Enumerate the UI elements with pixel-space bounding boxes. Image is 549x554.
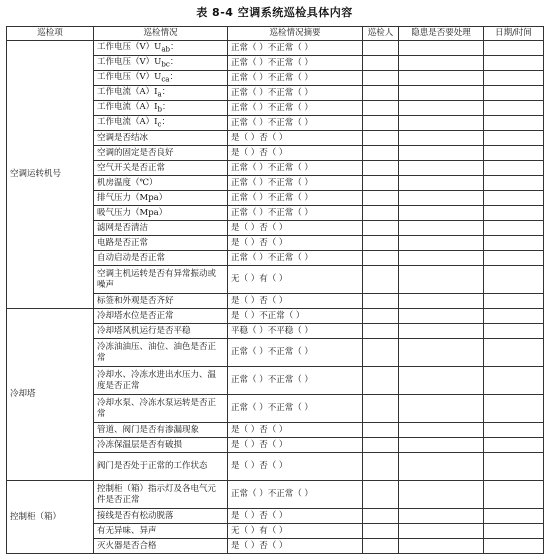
summary-cell[interactable]: 正常（ ）不正常（ ）: [228, 367, 363, 395]
inspector-cell[interactable]: [363, 395, 399, 423]
date-time-cell[interactable]: [484, 423, 544, 438]
inspection-item-cell: 工作电压$(V)U_{ab}$：: [94, 41, 228, 56]
date-time-cell[interactable]: [484, 524, 544, 539]
table-row: [7, 41, 544, 56]
inspector-cell[interactable]: [363, 423, 399, 438]
inspection-item-cell: 工作电压$(V)U_{ca}$：: [94, 71, 228, 86]
hazard-handling-cell[interactable]: [399, 324, 484, 339]
inspection-item-cell: 接线是否有松动脱落: [94, 509, 228, 524]
hazard-handling-cell[interactable]: [399, 395, 484, 423]
inspection-item-cell: 排气压力（Mpa）: [94, 191, 228, 206]
summary-cell[interactable]: 正常（ ）不正常（ ）: [228, 339, 363, 367]
inspection-table: [6, 26, 544, 554]
date-time-cell[interactable]: [484, 101, 544, 116]
header-hazard-handling: 隐患是否要处理: [399, 27, 484, 41]
hazard-handling-cell[interactable]: [399, 509, 484, 524]
table-row: [7, 481, 544, 509]
inspection-item-cell: 冷冻保温层是否有破损: [94, 438, 228, 453]
inspection-item-cell: 冷却水、冷冻水进出水压力、温度是否正常: [94, 367, 228, 395]
date-time-cell[interactable]: [484, 56, 544, 71]
hazard-handling-cell[interactable]: [399, 539, 484, 554]
inspector-cell[interactable]: [363, 539, 399, 554]
hazard-handling-cell[interactable]: [399, 367, 484, 395]
summary-cell[interactable]: 是（ ）否（ ）: [228, 453, 363, 481]
category-cell: 控制柜（箱）: [7, 481, 94, 554]
inspector-cell[interactable]: [363, 438, 399, 453]
inspector-cell[interactable]: [363, 191, 399, 206]
date-time-cell[interactable]: [484, 339, 544, 367]
summary-cell[interactable]: 正常（ ）不正常（ ）: [228, 71, 363, 86]
inspection-item-cell: 灭火器是否合格: [94, 539, 228, 554]
hazard-handling-cell[interactable]: [399, 101, 484, 116]
hazard-handling-cell[interactable]: [399, 71, 484, 86]
inspector-cell[interactable]: [363, 339, 399, 367]
inspection-item-cell: 管道、阀门是否有渗漏现象: [94, 423, 228, 438]
summary-cell[interactable]: 正常（ ）不正常（ ）: [228, 56, 363, 71]
date-time-cell[interactable]: [484, 324, 544, 339]
date-time-cell[interactable]: [484, 176, 544, 191]
hazard-handling-cell[interactable]: [399, 339, 484, 367]
inspector-cell[interactable]: [363, 324, 399, 339]
date-time-cell[interactable]: [484, 146, 544, 161]
category-cell: 冷却塔: [7, 309, 94, 481]
date-time-cell[interactable]: [484, 236, 544, 251]
hazard-handling-cell[interactable]: [399, 161, 484, 176]
date-time-cell[interactable]: [484, 251, 544, 266]
inspection-item-cell: 工作电流$(A)I_b$：: [94, 101, 228, 116]
inspector-cell[interactable]: [363, 266, 399, 294]
summary-cell[interactable]: 是（ ）否（ ）: [228, 438, 363, 453]
summary-cell[interactable]: 无（ ）有（ ）: [228, 524, 363, 539]
inspector-cell[interactable]: [363, 221, 399, 236]
hazard-handling-cell[interactable]: [399, 438, 484, 453]
date-time-cell[interactable]: [484, 41, 544, 56]
inspector-cell[interactable]: [363, 294, 399, 309]
category-cell: 空调运转机号: [7, 41, 94, 309]
inspector-cell[interactable]: [363, 56, 399, 71]
hazard-handling-cell[interactable]: [399, 176, 484, 191]
summary-cell[interactable]: 正常（ ）不正常（ ）: [228, 41, 363, 56]
summary-cell[interactable]: 是（ ）否（ ）: [228, 294, 363, 309]
inspector-cell[interactable]: [363, 236, 399, 251]
hazard-handling-cell[interactable]: [399, 266, 484, 294]
summary-cell[interactable]: 正常（ ）不正常（ ）: [228, 101, 363, 116]
table-body: [7, 41, 544, 554]
summary-cell[interactable]: 无（ ）有（ ）: [228, 266, 363, 294]
inspection-item-cell: 工作电流$(A)I_c$：: [94, 116, 228, 131]
header-date-time: 日期/时间: [484, 27, 544, 41]
inspection-item-cell: 冷却水泵、冷冻水泵运转是否正常: [94, 395, 228, 423]
inspection-item-cell: 空调是否结冰: [94, 131, 228, 146]
date-time-cell[interactable]: [484, 539, 544, 554]
inspection-item-cell: 空气开关是否正常: [94, 161, 228, 176]
inspector-cell[interactable]: [363, 509, 399, 524]
inspector-cell[interactable]: [363, 71, 399, 86]
inspection-item-cell: 有无异味、异声: [94, 524, 228, 539]
inspector-cell[interactable]: [363, 206, 399, 221]
inspector-cell[interactable]: [363, 131, 399, 146]
hazard-handling-cell[interactable]: [399, 524, 484, 539]
summary-cell[interactable]: 正常（ ）不正常（ ）: [228, 191, 363, 206]
date-time-cell[interactable]: [484, 438, 544, 453]
hazard-handling-cell[interactable]: [399, 221, 484, 236]
summary-cell[interactable]: 是（ ）否（ ）: [228, 221, 363, 236]
date-time-cell[interactable]: [484, 395, 544, 423]
summary-cell[interactable]: 是（ ）否（ ）: [228, 236, 363, 251]
hazard-handling-cell[interactable]: [399, 191, 484, 206]
inspection-item-cell: 自动启动是否正常: [94, 251, 228, 266]
inspector-cell[interactable]: [363, 116, 399, 131]
inspector-cell[interactable]: [363, 101, 399, 116]
header-inspection-status: 巡检情况: [94, 27, 228, 41]
date-time-cell[interactable]: [484, 294, 544, 309]
summary-cell[interactable]: 是（ ）否（ ）: [228, 509, 363, 524]
inspector-cell[interactable]: [363, 41, 399, 56]
summary-cell[interactable]: 正常（ ）不正常（ ）: [228, 206, 363, 221]
summary-cell[interactable]: 正常（ ）不正常（ ）: [228, 176, 363, 191]
inspector-cell[interactable]: [363, 176, 399, 191]
inspector-cell[interactable]: [363, 524, 399, 539]
date-time-cell[interactable]: [484, 266, 544, 294]
hazard-handling-cell[interactable]: [399, 146, 484, 161]
date-time-cell[interactable]: [484, 367, 544, 395]
inspector-cell[interactable]: [363, 161, 399, 176]
hazard-handling-cell[interactable]: [399, 423, 484, 438]
header-inspection-summary: 巡检情况摘要: [228, 27, 363, 41]
summary-cell[interactable]: 正常（ ）不正常（ ）: [228, 481, 363, 509]
summary-cell[interactable]: 正常（ ）不正常（ ）: [228, 116, 363, 131]
header-row: [7, 27, 544, 41]
date-time-cell[interactable]: [484, 116, 544, 131]
date-time-cell[interactable]: [484, 509, 544, 524]
header-inspector: 巡检人: [363, 27, 399, 41]
inspection-item-cell: 吸气压力（Mpa）: [94, 206, 228, 221]
inspection-item-cell: 工作电压$(V)U_{bc}$：: [94, 56, 228, 71]
date-time-cell[interactable]: [484, 71, 544, 86]
hazard-handling-cell[interactable]: [399, 481, 484, 509]
hazard-handling-cell[interactable]: [399, 206, 484, 221]
table-header: [7, 27, 544, 41]
inspector-cell[interactable]: [363, 453, 399, 481]
hazard-handling-cell[interactable]: [399, 131, 484, 146]
date-time-cell[interactable]: [484, 131, 544, 146]
inspection-item-cell: 空调主机运转是否有异常振动或噪声: [94, 266, 228, 294]
inspector-cell[interactable]: [363, 481, 399, 509]
inspection-item-cell: 阀门是否处于正常的工作状态: [94, 453, 228, 481]
inspection-item-cell: 冷却塔风机运行是否平稳: [94, 324, 228, 339]
hazard-handling-cell[interactable]: [399, 41, 484, 56]
summary-cell[interactable]: 正常（ ）不正常（ ）: [228, 161, 363, 176]
inspector-cell[interactable]: [363, 309, 399, 324]
summary-cell[interactable]: 平稳（ ）不平稳（ ）: [228, 324, 363, 339]
inspection-item-cell: 冷冻油油压、油位、油色是否正常: [94, 339, 228, 367]
hazard-handling-cell[interactable]: [399, 116, 484, 131]
summary-cell[interactable]: 是（ ）否（ ）: [228, 146, 363, 161]
date-time-cell[interactable]: [484, 221, 544, 236]
summary-cell[interactable]: 正常（ ）不正常（ ）: [228, 86, 363, 101]
summary-cell[interactable]: 正常（ ）不正常（ ）: [228, 395, 363, 423]
inspection-item-cell: 控制柜（箱）指示灯及各电气元件是否正常: [94, 481, 228, 509]
summary-cell[interactable]: 正常（ ）不正常（ ）: [228, 251, 363, 266]
date-time-cell[interactable]: [484, 481, 544, 509]
hazard-handling-cell[interactable]: [399, 86, 484, 101]
date-time-cell[interactable]: [484, 453, 544, 481]
inspector-cell[interactable]: [363, 146, 399, 161]
inspection-item-cell: 工作电流$(A)I_a$：: [94, 86, 228, 101]
inspection-item-cell: 滤网是否清洁: [94, 221, 228, 236]
summary-cell[interactable]: 是（ ）不正常（ ）: [228, 309, 363, 324]
date-time-cell[interactable]: [484, 86, 544, 101]
inspection-item-cell: 空调的固定是否良好: [94, 146, 228, 161]
summary-cell[interactable]: 是（ ）否（ ）: [228, 539, 363, 554]
hazard-handling-cell[interactable]: [399, 294, 484, 309]
date-time-cell[interactable]: [484, 161, 544, 176]
inspection-item-cell: 电路是否正常: [94, 236, 228, 251]
table-title: 表 8-4 空调系统巡检具体内容: [196, 6, 353, 19]
date-time-cell[interactable]: [484, 206, 544, 221]
date-time-cell[interactable]: [484, 309, 544, 324]
hazard-handling-cell[interactable]: [399, 236, 484, 251]
hazard-handling-cell[interactable]: [399, 56, 484, 71]
inspection-item-cell: 机房温度（℃）: [94, 176, 228, 191]
inspector-cell[interactable]: [363, 251, 399, 266]
hazard-handling-cell[interactable]: [399, 251, 484, 266]
header-inspection-item: 巡检项: [7, 27, 94, 41]
table-row: [7, 309, 544, 324]
summary-cell[interactable]: 是（ ）否（ ）: [228, 423, 363, 438]
date-time-cell[interactable]: [484, 191, 544, 206]
inspector-cell[interactable]: [363, 86, 399, 101]
summary-cell[interactable]: 是（ ）否（ ）: [228, 131, 363, 146]
hazard-handling-cell[interactable]: [399, 309, 484, 324]
inspection-item-cell: 标签和外观是否齐好: [94, 294, 228, 309]
inspection-item-cell: 冷却塔水位是否正常: [94, 309, 228, 324]
inspector-cell[interactable]: [363, 367, 399, 395]
hazard-handling-cell[interactable]: [399, 453, 484, 481]
